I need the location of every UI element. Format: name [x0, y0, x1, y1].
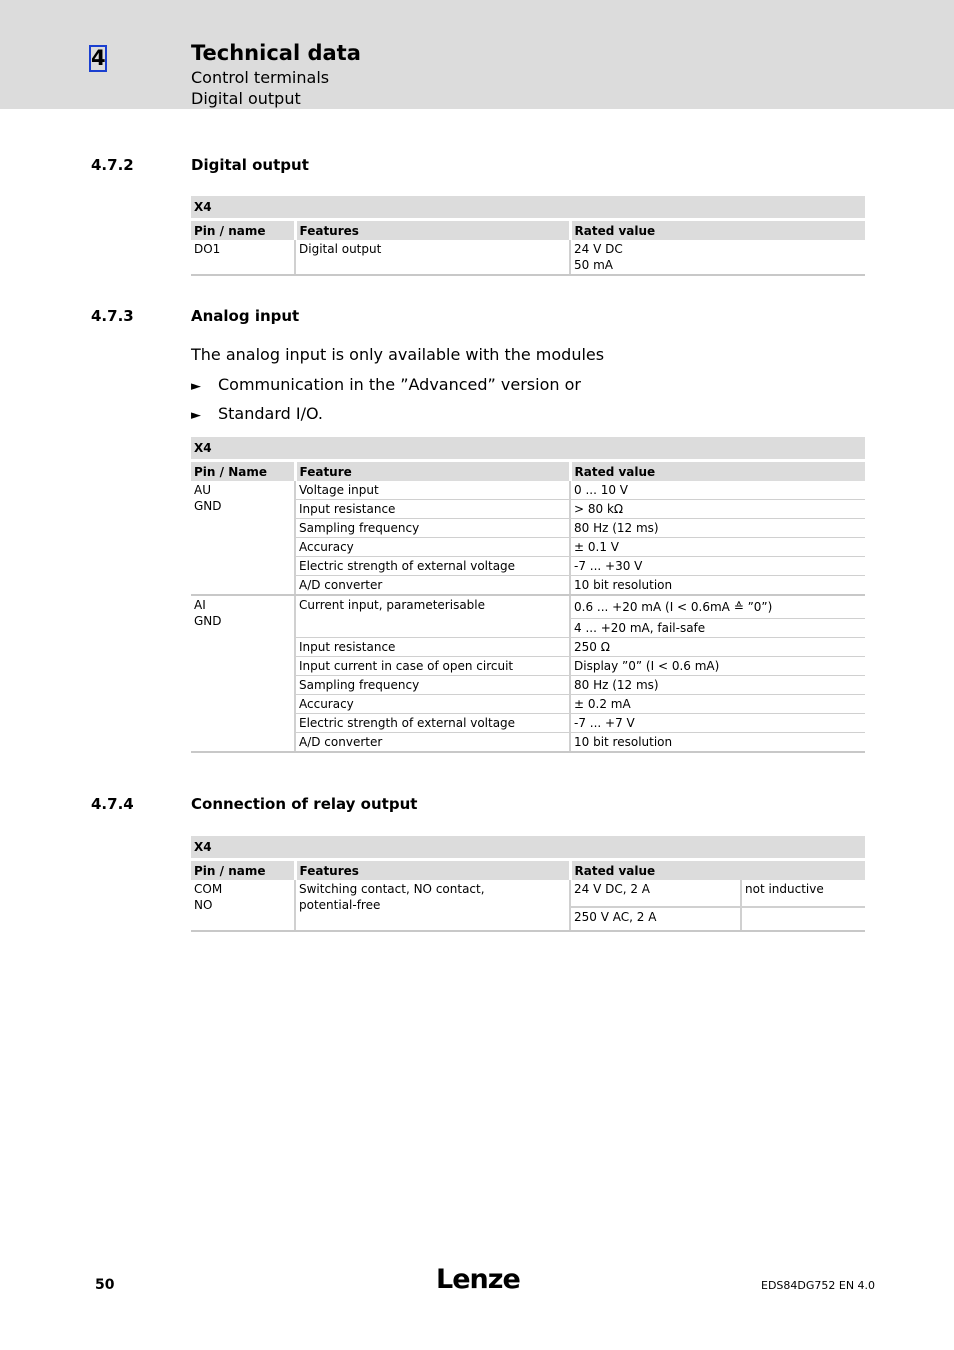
section-title: Digital output [191, 156, 309, 174]
table-connector: X4 [191, 437, 865, 461]
pin-label: NO [194, 898, 213, 912]
intro-paragraph: The analog input is only available with the modules [191, 345, 605, 364]
column-header: Features [295, 860, 570, 881]
feature-cell: A/D converter [295, 576, 570, 596]
column-header: Pin / Name [191, 461, 295, 482]
bullet-marker-icon: ► [191, 379, 201, 394]
value-line: 24 V DC [574, 242, 623, 256]
value-cell [570, 240, 865, 275]
value-cell: -7 ... +7 V [570, 714, 865, 733]
feature-cell: Sampling frequency [295, 676, 570, 695]
lenze-logo: Lenze [436, 1264, 520, 1295]
bullet-text: Standard I/O. [218, 404, 324, 423]
value-note-cell [741, 907, 865, 931]
column-header: Rated value [570, 220, 865, 241]
feature-line: Switching contact, NO contact, [299, 882, 485, 896]
value-cell: 4 ... +20 mA, fail-safe [570, 619, 865, 638]
feature-line: potential-free [299, 898, 381, 912]
pin-cell [191, 880, 295, 931]
feature-cell [295, 880, 570, 931]
bullet-item [191, 404, 323, 423]
value-cell: Display ”0” (I < 0.6 mA) [570, 657, 865, 676]
feature-cell: Sampling frequency [295, 519, 570, 538]
pin-cell [191, 481, 295, 595]
pin-label: AI [194, 598, 206, 612]
feature-cell: Accuracy [295, 695, 570, 714]
value-cell: > 80 kΩ [570, 500, 865, 519]
section-title: Analog input [191, 307, 300, 325]
header-title: Technical data [191, 41, 361, 65]
section-number: 4.7.4 [91, 795, 134, 813]
header-band [0, 0, 954, 109]
header-subtitle-2: Digital output [191, 89, 301, 108]
value-cell: 10 bit resolution [570, 733, 865, 753]
value-cell: 250 V AC, 2 A [570, 907, 741, 931]
column-header: Pin / name [191, 860, 295, 881]
value-cell: 80 Hz (12 ms) [570, 676, 865, 695]
feature-cell: Voltage input [295, 481, 570, 500]
feature-cell: A/D converter [295, 733, 570, 753]
feature-cell: Input resistance [295, 638, 570, 657]
feature-cell: Current input, parameterisable [295, 595, 570, 638]
column-header: Features [295, 220, 570, 241]
analog-input-table [191, 437, 865, 753]
feature-cell: Input resistance [295, 500, 570, 519]
pin-cell [191, 595, 295, 752]
value-cell: 10 bit resolution [570, 576, 865, 596]
document-id: EDS84DG752 EN 4.0 [761, 1279, 876, 1292]
column-header: Feature [295, 461, 570, 482]
column-header: Rated value [570, 461, 865, 482]
digital-output-table [191, 196, 865, 276]
value-note-cell: not inductive [741, 880, 865, 907]
section-number: 4.7.3 [91, 307, 134, 325]
header-subtitle: Control terminals [191, 68, 330, 87]
bullet-marker-icon: ► [191, 408, 201, 423]
value-line: 50 mA [574, 258, 613, 272]
value-cell: 24 V DC, 2 A [570, 880, 741, 907]
value-cell: ± 0.1 V [570, 538, 865, 557]
value-cell: 0 ... 10 V [570, 481, 865, 500]
section-number: 4.7.2 [91, 156, 134, 174]
pin-cell: DO1 [191, 240, 295, 275]
value-cell: 80 Hz (12 ms) [570, 519, 865, 538]
feature-cell: Electric strength of external voltage [295, 557, 570, 576]
bullet-text: Communication in the ”Advanced” version or [218, 375, 581, 394]
pin-label: AU [194, 483, 211, 497]
feature-cell: Accuracy [295, 538, 570, 557]
table-connector: X4 [191, 836, 865, 860]
value-cell: -7 ... +30 V [570, 557, 865, 576]
value-cell: 250 Ω [570, 638, 865, 657]
section-title: Connection of relay output [191, 795, 418, 813]
page-number: 50 [95, 1277, 115, 1293]
pin-label: GND [194, 499, 222, 513]
pin-label: GND [194, 614, 222, 628]
pin-label: COM [194, 882, 223, 896]
value-cell: 0.6 ... +20 mA (I < 0.6mA ≙ ”0”) [570, 595, 865, 619]
value-cell: ± 0.2 mA [570, 695, 865, 714]
feature-cell: Electric strength of external voltage [295, 714, 570, 733]
feature-cell: Input current in case of open circuit [295, 657, 570, 676]
chapter-number: 4 [91, 46, 106, 70]
feature-cell: Digital output [295, 240, 570, 275]
column-header: Pin / name [191, 220, 295, 241]
relay-output-table [191, 836, 865, 932]
column-header: Rated value [570, 860, 865, 881]
table-connector: X4 [191, 196, 865, 220]
bullet-item [191, 375, 581, 394]
